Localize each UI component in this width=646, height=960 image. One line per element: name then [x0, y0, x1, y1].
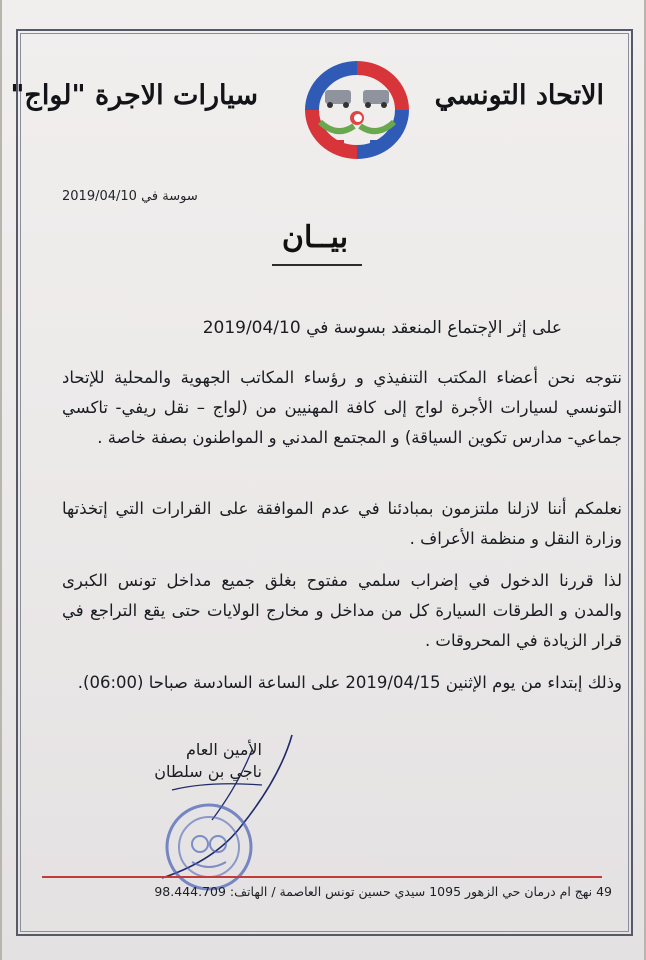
signatory-title: الأمين العام [185, 740, 262, 759]
paragraph-2: نعلمكم أننا لازلنا ملتزمون بمبادئنا في عدم الموافقة على القرارات التي إتخذتها وزارة النقل و منظمة الأعراف . [62, 499, 622, 548]
letter-sheet [2, 0, 644, 960]
paragraph-4: وذلك إبتداء من يوم الإثنين 2019/04/15 على الساعة السادسة صباحا (06:00). [77, 673, 622, 692]
date-value: 2019/04/10 [62, 189, 137, 204]
org-name-left: سيارات الاجرة "لواج" [10, 80, 258, 111]
footer-divider [42, 876, 602, 878]
signatory-name: ناجي بن سلطان [154, 762, 262, 781]
intro-line: على إثر الإجتماع المنعقد بسوسة في 2019/04/10 [202, 318, 562, 338]
official-stamp [162, 800, 257, 895]
letter-date-line [62, 189, 198, 204]
paragraph-3: لذا قررنا الدخول في إضراب سلمي مفتوح بغلق جميع مداخل تونس الكبرى والمدن و الطرقات السيارة كل من مداخل و مخارج الولايات حتى يقع التراجع في قرار الزيادة في المحروقات . [62, 571, 622, 650]
page-border-inner [10, 33, 629, 932]
title-underline [272, 264, 362, 266]
date-prefix: سوسة في [141, 189, 198, 204]
org-name-right: الاتحاد التونسي [434, 80, 604, 111]
footer-address: 49 نهج ام درمان حي الزهور 1095 سيدي حسين تونس العاصمة / الهاتف: 98.444.709 [154, 884, 612, 899]
document-title: بيــان [281, 220, 349, 255]
union-logo [292, 60, 422, 160]
paragraph-1: نتوجه نحن أعضاء المكتب التنفيذي و رؤساء المكاتب الجهوية والمحلية للإتحاد التونسي لسيارات الأجرة لواج إلى كافة المهنيين من (لواج – نقل ريفي- تاكسي جماعي- مدارس تكوين السياقة) و المجتمع المدني و المواطنون بصفة خاصة . [62, 368, 622, 447]
